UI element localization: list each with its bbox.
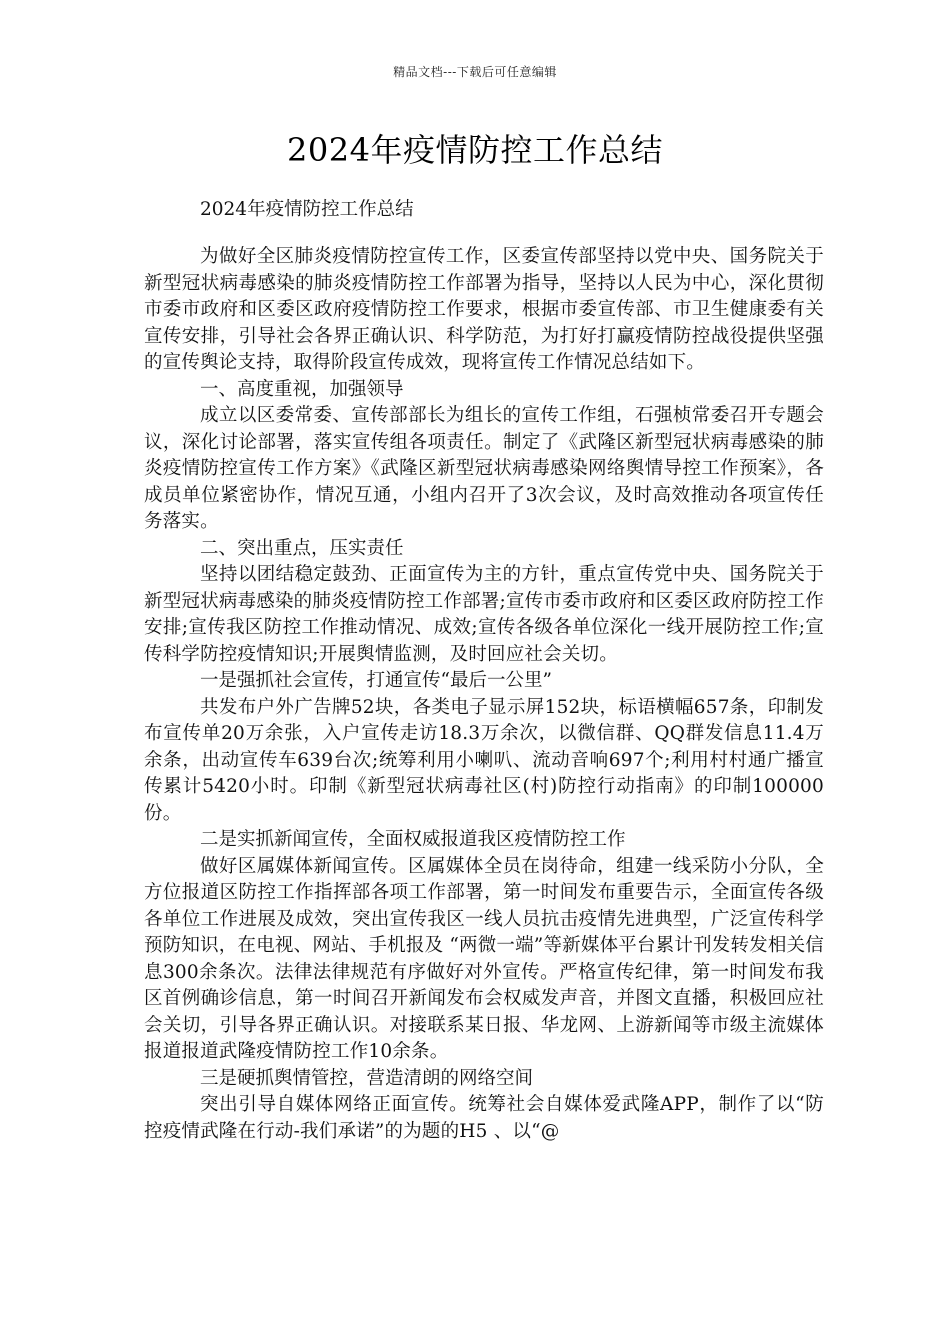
intro-paragraph: 为做好全区肺炎疫情防控宣传工作，区委宣传部坚持以党中央、国务院关于新型冠状病毒感染的肺炎疫情防控工作部署为指导，坚持以人民为中心，深化贯彻市委市政府和区委区政府疫情防控工作要求，根据市委宣传部、市卫生健康委有关宣传安排，引导社会各界正确认识、科学防范，为打好打赢疫情防控战役提供坚强的宣传舆论支持，取得阶段宣传成效，现将宣传工作情况总结如下。 — [144, 246, 824, 373]
section-1-paragraph: 成立以区委常委、宣传部部长为组长的宣传工作组，石强桢常委召开专题会议，深化讨论部署，落实宣传组各项责任。制定了《武隆区新型冠状病毒感染的肺炎疫情防控宣传工作方案》《武隆区新型冠状病毒感染网络舆情导控工作预案》，各成员单位紧密协作，情况互通，小组内召开了3次会议，及时高效推动各项宣传任务落实。 — [144, 405, 824, 532]
document-body — [144, 196, 824, 1145]
section-heading-2: 二、突出重点，压实责任 — [200, 537, 404, 559]
section-2-paragraph: 坚持以团结稳定鼓劲、正面宣传为主的方针，重点宣传党中央、国务院关于新型冠状病毒感染的肺炎疫情防控工作部署;宣传市委市政府和区委区政府防控工作安排;宣传我区防控工作推动情况、成效;宣传各级各单位深化一线开展防控工作;宣传科学防控疫情知识;开展舆情监测，及时回应社会关切。 — [144, 564, 824, 665]
document-subtitle: 2024年疫情防控工作总结 — [200, 199, 414, 220]
subsection-heading-3: 三是硬抓舆情管控，营造清朗的网络空间 — [200, 1067, 534, 1089]
subsection-heading-2: 二是实抓新闻宣传，全面权威报道我区疫情防控工作 — [200, 829, 626, 850]
subsection-2-paragraph: 做好区属媒体新闻宣传。区属媒体全员在岗待命，组建一线采防小分队，全方位报道区防控工作指挥部各项工作部署，第一时间发布重要告示，全面宣传各级各单位工作进展及成效，突出宣传我区一线人员抗击疫情先进典型，广泛宣传科学预防知识，在电视、网站、手机报及 “两微一端”等新媒体平台累计刊发转发相关信息300余条次。法律法律规范有序做好对外宣传。严格宣传纪律，第一时间发布我区首例确诊信息，第一时间召开新闻发布会权威发声音，并图文直播，积极回应社会关切，引导各界正确认识。对接联系某日报、华龙网、上游新闻等市级主流媒体报道报道武隆疫情防控工作10余条。 — [144, 855, 824, 1062]
section-heading-1: 一、高度重视，加强领导 — [200, 378, 404, 400]
subsection-3-paragraph: 突出引导自媒体网络正面宣传。统筹社会自媒体爱武隆APP，制作了以“防控疫情武隆在行动-我们承诺”的为题的H5 、以“@ — [144, 1094, 824, 1142]
subsection-heading-1: 一是强抓社会宣传，打通宣传“最后一公里” — [200, 670, 552, 691]
document-title: 2024年疫情防控工作总结 — [287, 131, 663, 169]
subsection-1-paragraph: 共发布户外广告牌52块，各类电子显示屏152块，标语横幅657条，印制发布宣传单20万余张，入户宣传走访18.3万余次，以微信群、QQ群发信息11.4万余条，出动宣传车639台次;统筹利用小喇叭、流动音响697个;利用村村通广播宣传累计5420小时。印制《新型冠状病毒社区(村)防控行动指南》的印制100000份。 — [144, 696, 824, 824]
header-note: 精品文档---下载后可任意编辑 — [393, 65, 557, 79]
